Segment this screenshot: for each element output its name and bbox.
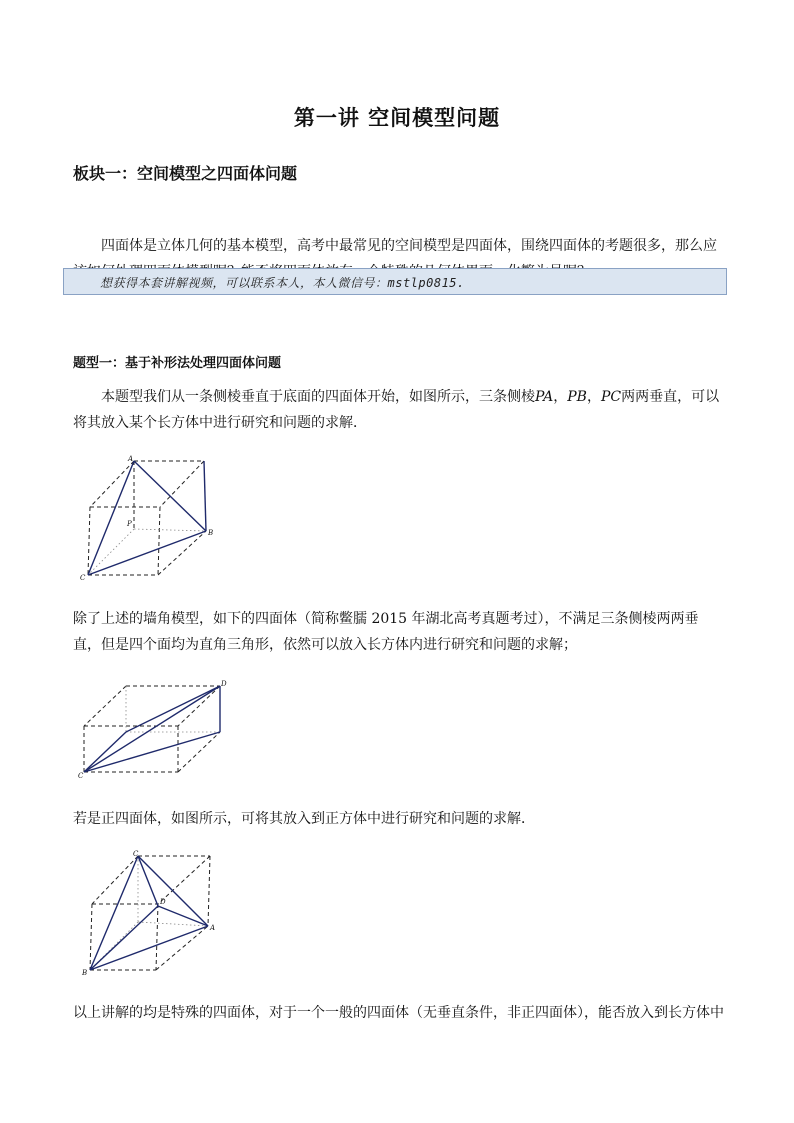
intro-paragraph: 四面体是立体几何的基本模型，高考中最常见的空间模型是四面体，围绕四面体的考题很多，那么应	[101, 238, 717, 254]
figure-regular-tetrahedron	[80, 848, 220, 978]
cube-edge	[156, 904, 158, 970]
edge-db	[90, 906, 158, 970]
label-d: D	[221, 680, 227, 688]
label-d: D	[160, 898, 166, 906]
label-c: C	[133, 850, 139, 858]
edge-bc	[88, 531, 206, 575]
edge-ab	[90, 926, 208, 970]
cuboid-edge	[90, 461, 134, 507]
para2-pre: 本题型我们从一条侧棱垂直于底面的四面体开始，如图所示，三条侧棱	[101, 389, 535, 405]
label-b: B	[82, 969, 88, 977]
para2-sep1: ，	[553, 389, 568, 405]
paragraph-bienao: 除了上述的墙角模型，如下的四面体（简称鳖臑 2015 年湖北高考真题考过），不满足三条侧棱两两垂直，但是四个面均为直角三角形，依然可以放入长方体内进行研究和问题的求解；	[73, 611, 699, 653]
label-a: A	[128, 455, 134, 463]
label-c: C	[80, 574, 86, 582]
paragraph-general-tetrahedron: 以上讲解的均是特殊的四面体，对于一个一般的四面体（无垂直条件，非正四面体），能否放入到长方体中	[73, 1005, 724, 1021]
label-a: A	[210, 924, 216, 932]
label-p: P	[127, 520, 132, 528]
var-pb: PB	[567, 389, 587, 405]
edge-main-1	[84, 686, 220, 772]
label-c: C	[78, 772, 84, 780]
label-b: B	[208, 529, 214, 537]
cube-edge	[158, 856, 210, 904]
cube-edge	[90, 904, 92, 970]
cube-edge	[156, 926, 208, 970]
edge-b-top	[204, 461, 206, 531]
paragraph-regular-tetrahedron: 若是正四面体，如图所示，可将其放入到正方体中进行研究和问题的求解．	[73, 811, 535, 827]
para2-sep2: ，	[586, 389, 601, 405]
note-box	[63, 268, 727, 295]
paragraph-wall-corner	[73, 384, 725, 436]
cuboid-edge	[84, 686, 126, 726]
edge-da	[158, 906, 208, 926]
subsection-heading: 题型一：基于补形法处理四面体问题	[73, 356, 282, 371]
cube-edge	[208, 856, 210, 926]
figure-wall-corner-tetrahedron	[80, 455, 220, 585]
hidden-edge	[134, 529, 206, 531]
edge-ab	[134, 461, 206, 531]
para2-post: 两两垂直，可以将其放入某个长方体中进行研究和问题的求解．	[73, 389, 720, 431]
edge-ac	[88, 461, 134, 575]
cube-edge	[92, 856, 138, 904]
page-title: 第一讲 空间模型问题	[293, 105, 501, 130]
figure-bienao-tetrahedron	[78, 680, 238, 780]
section-heading: 板块一：空间模型之四面体问题	[73, 164, 298, 183]
cuboid-edge	[178, 686, 220, 726]
hidden-edge	[88, 529, 134, 575]
hidden-edge	[138, 922, 208, 926]
cuboid-edge	[160, 461, 204, 507]
var-pa: PA	[535, 389, 554, 405]
note-text: 想获得本套讲解视频，可以联系本人，本人微信号：mstlp0815.	[100, 276, 465, 290]
edge-cb	[90, 856, 138, 970]
edge-main-2	[126, 686, 220, 732]
cuboid-edge	[158, 531, 206, 575]
cuboid-edge	[88, 507, 90, 575]
cuboid-edge	[158, 507, 160, 575]
var-pc: PC	[600, 389, 622, 405]
edge-cd	[138, 856, 158, 906]
